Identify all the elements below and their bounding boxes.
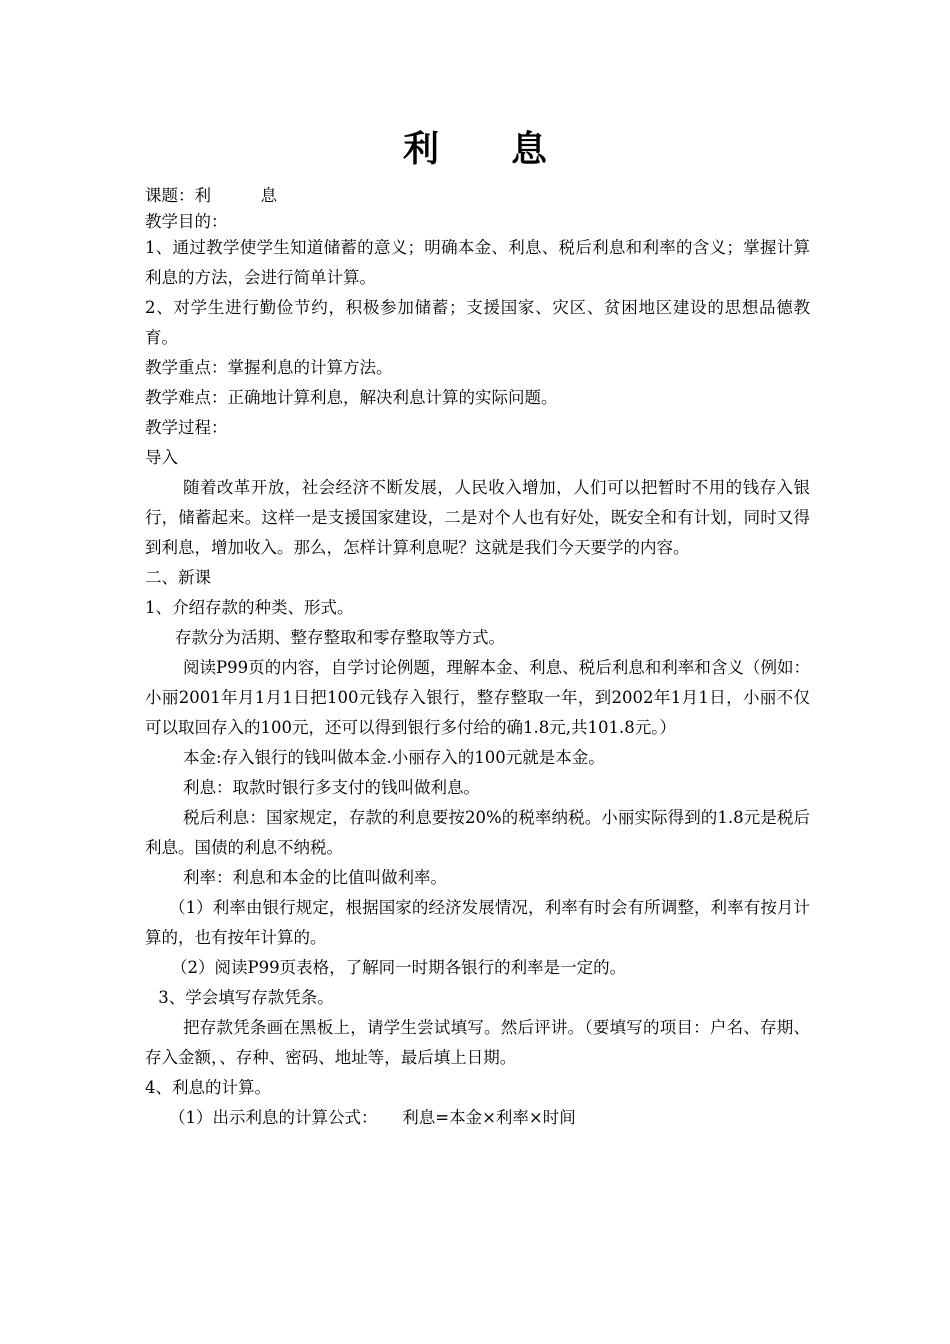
principal-definition: 本金:存入银行的钱叫做本金.小丽存入的100元就是本金。 <box>183 748 605 767</box>
deposit-slip-instructions: 把存款凭条画在黑板上，请学生尝试填写。然后评讲。（要填写的项目：户名、存期、存入金额，、存种、密码、地址等，最后填上日期。 <box>145 1018 810 1067</box>
interest-formula: （1）出示利息的计算公式： 利息=本金×利率×时间 <box>169 1108 576 1127</box>
interest-definition: 利息：取款时银行多支付的钱叫做利息。 <box>183 778 480 797</box>
section-3-heading: 3、学会填写存款凭条。 <box>153 988 334 1007</box>
reading-example: 阅读P99页的内容，自学讨论例题，理解本金、利息、税后利息和利率和含义（例如：小丽2001年月1月1日把100元钱存入银行，整存整取一年，到2002年1月1日，小丽不仅可以取回存入的100元，还可以得到银行多付给的确1.8元,共101.8元。） <box>145 658 810 737</box>
interest-rate-note-1: （1）利率由银行规定，根据国家的经济发展情况，利率有时会有所调整，利率有按月计算的，也有按年计算的。 <box>145 898 810 947</box>
interest-rate-note-2: （2）阅读P99页表格，了解同一时期各银行的利率是一定的。 <box>171 958 627 977</box>
introduction-paragraph: 随着改革开放，社会经济不断发展，人民收入增加，人们可以把暂时不用的钱存入银行，储蓄起来。这样一是支援国家建设，二是对个人也有好处，既安全和有计划，同时又得到利息，增加收入。那么，怎样计算利息呢？这就是我们今天要学的内容。 <box>145 478 810 557</box>
teaching-focus: 教学重点：掌握利息的计算方法。 <box>145 358 393 377</box>
teaching-difficulty: 教学难点：正确地计算利息，解决利息计算的实际问题。 <box>145 388 558 407</box>
objective-1: 1、通过教学使学生知道储蓄的意义；明确本金、利息、税后利息和利率的含义；掌握计算利息的方法，会进行简单计算。 <box>145 238 810 287</box>
interest-rate-definition: 利率：利息和本金的比值叫做利率。 <box>183 868 447 887</box>
document-title: 利 息 <box>402 129 547 170</box>
teaching-objectives-heading: 教学目的： <box>145 212 228 231</box>
objective-2: 2、对学生进行勤俭节约，积极参加储蓄；支援国家、灾区、贫困地区建设的思想品德教育。 <box>145 298 810 347</box>
section-4-heading: 4、利息的计算。 <box>145 1078 271 1097</box>
deposit-types: 存款分为活期、整存整取和零存整取等方式。 <box>175 628 505 647</box>
document-body <box>145 181 810 1133</box>
introduction-heading: 导入 <box>145 448 178 467</box>
teaching-process-heading: 教学过程： <box>145 418 228 437</box>
section-1-heading: 1、介绍存款的种类、形式。 <box>145 598 354 617</box>
new-lesson-heading: 二、新课 <box>145 568 211 587</box>
lesson-topic: 课题：利 息 <box>145 186 277 205</box>
after-tax-interest-definition: 税后利息：国家规定，存款的利息要按20%的税率纳税。小丽实际得到的1.8元是税后利息。国债的利息不纳税。 <box>145 808 810 857</box>
